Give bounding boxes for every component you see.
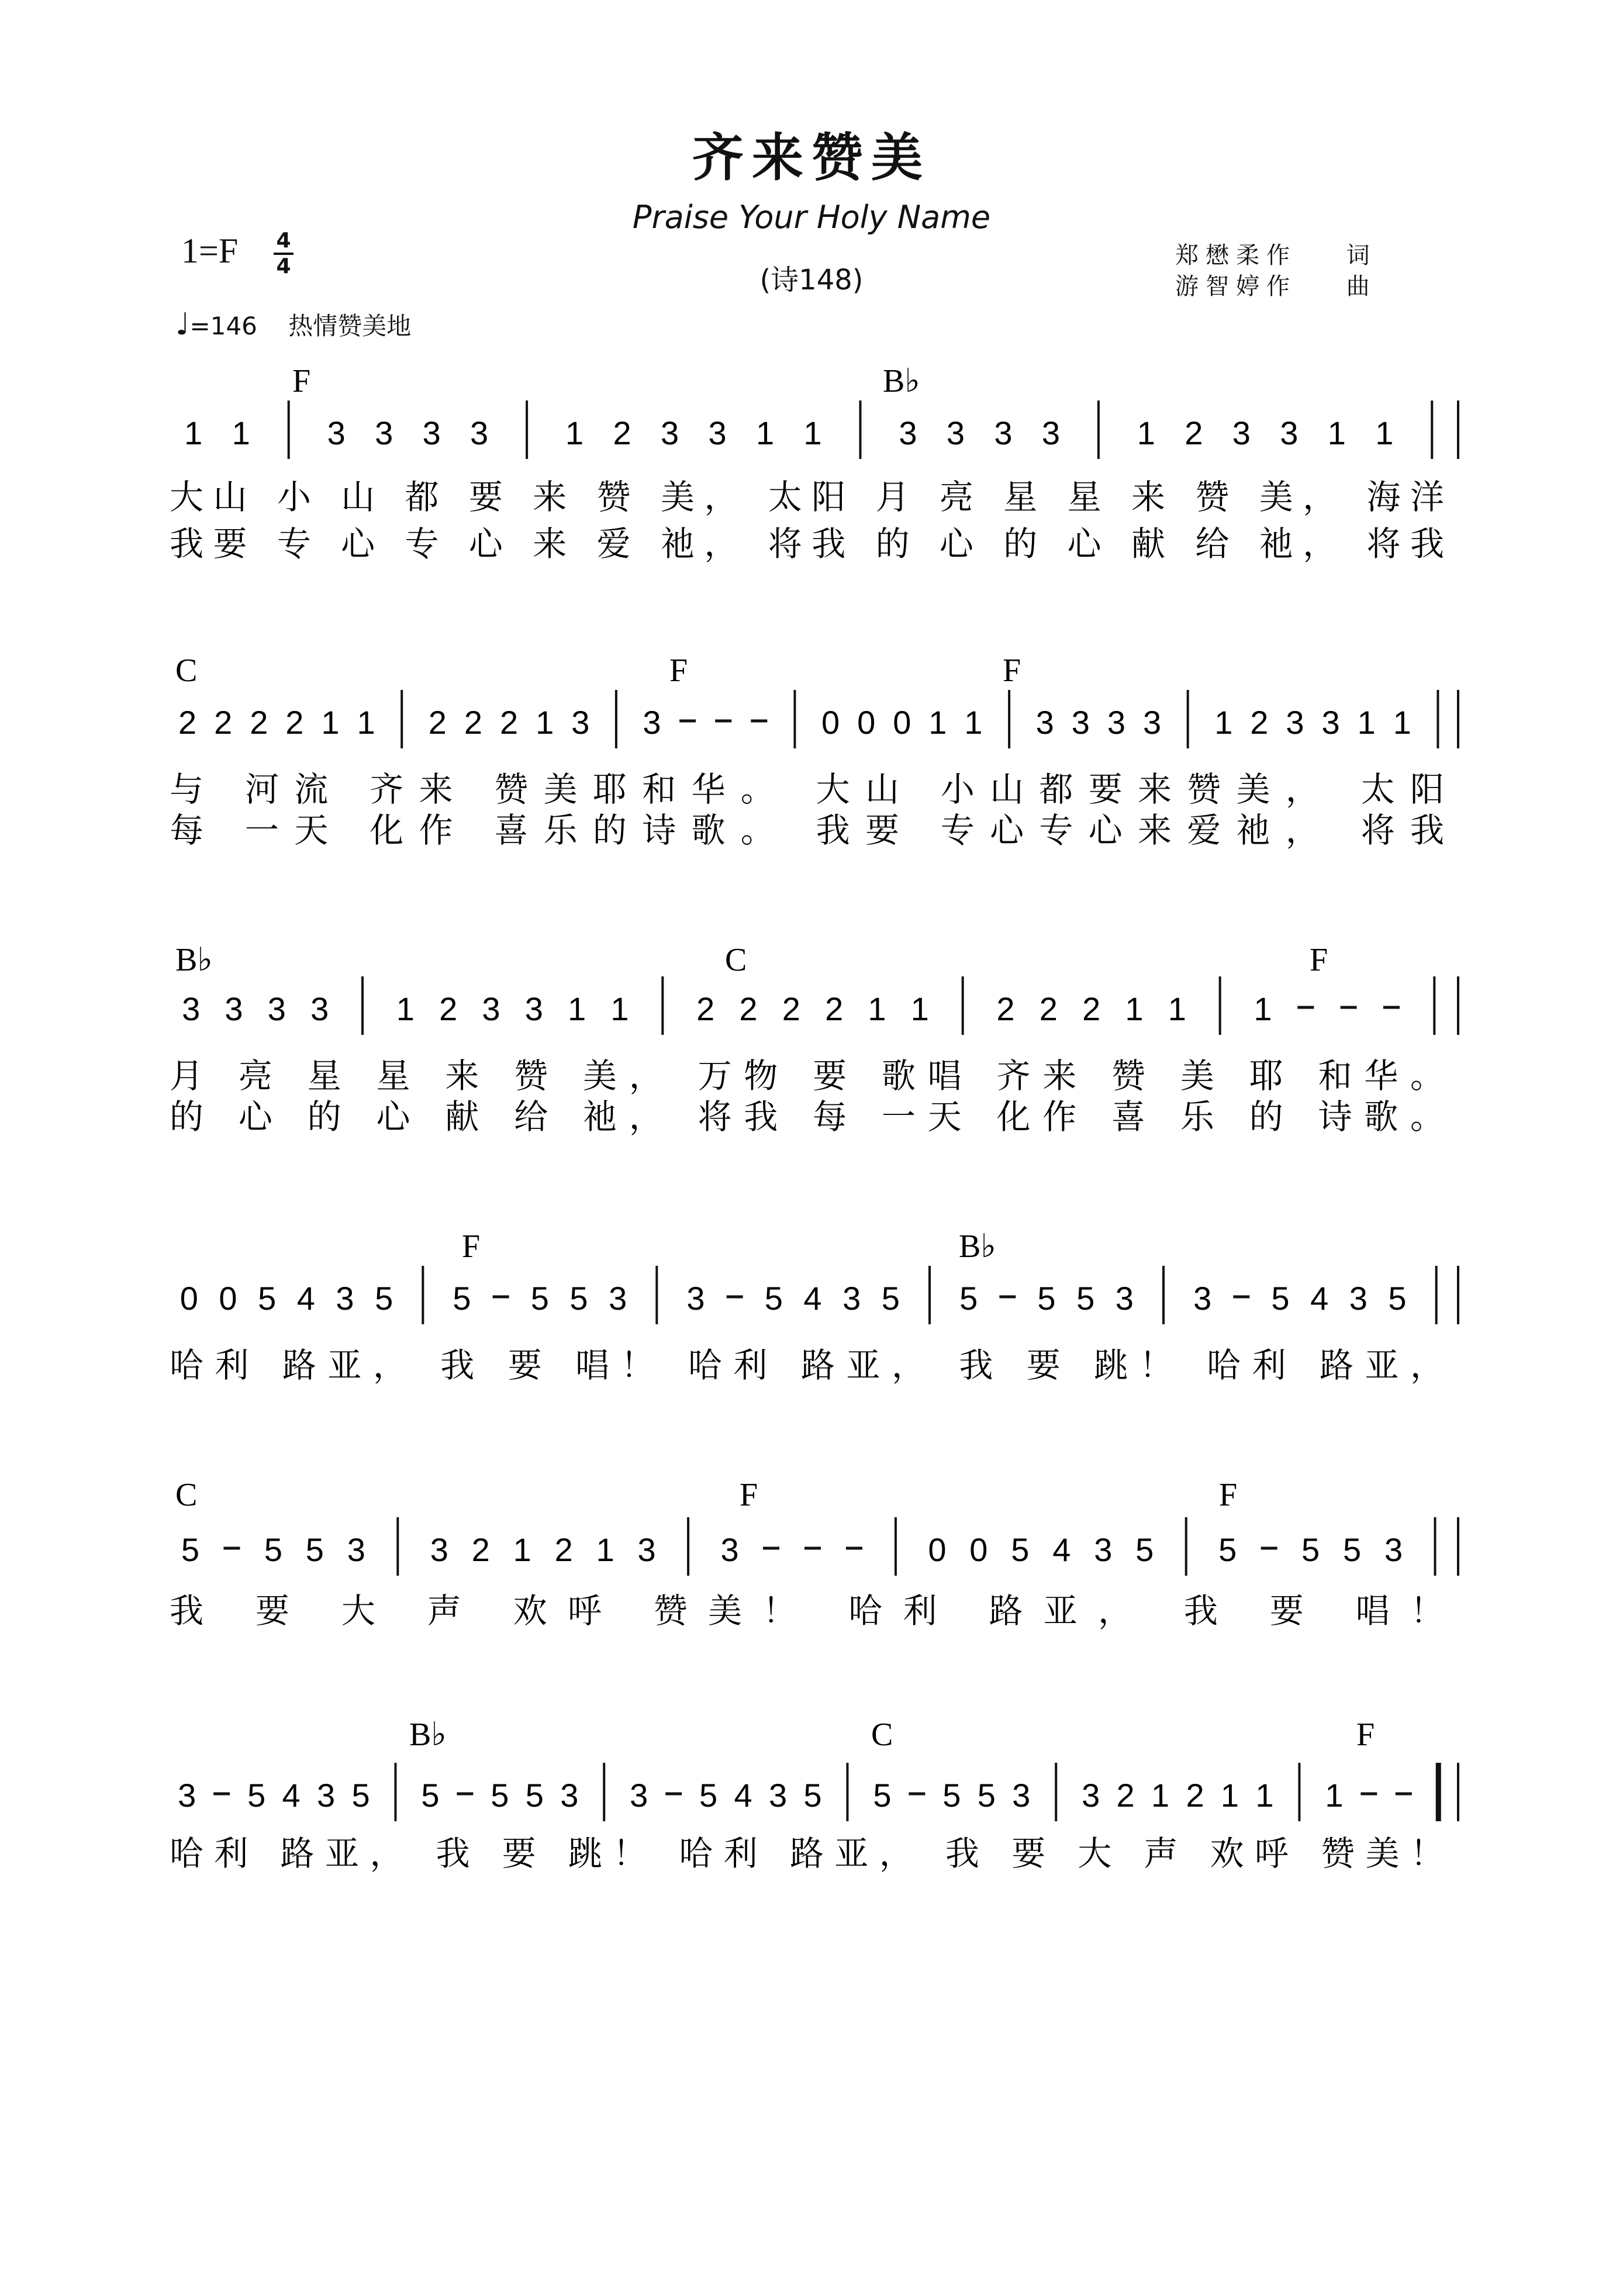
chord-symbol: C: [175, 652, 198, 689]
note-number: 3: [1082, 1777, 1100, 1814]
note-number: 3: [768, 1777, 788, 1814]
note-number: 2: [825, 990, 844, 1027]
time-signature-bottom: 4: [276, 254, 291, 278]
note-number: 2: [428, 704, 447, 741]
note-number: 0: [857, 704, 876, 741]
note-number: 4: [296, 1280, 315, 1317]
lyric-line: 我要 专 心 专 心 来 爱 祂， 将我 的 心 的 心 献 给 祂， 将我: [170, 524, 1444, 564]
lyric-line: 的 心 的 心 献 给 祂， 将我 每 一天 化作 喜 乐 的 诗歌。: [170, 1097, 1445, 1137]
note-number: 3: [1012, 1777, 1031, 1814]
note-number: 3: [316, 1777, 336, 1814]
note-number: 3: [1321, 704, 1340, 741]
note-number: 1: [803, 415, 822, 451]
chord-symbol: B♭: [959, 1228, 996, 1265]
note-number: 5: [264, 1531, 282, 1568]
note-number: 2: [554, 1531, 573, 1568]
chord-symbol: B♭: [409, 1717, 447, 1753]
note-number: 1: [184, 415, 203, 451]
tempo-value: =146: [189, 312, 257, 340]
note-number: 3: [1142, 704, 1162, 741]
note-number: 4: [734, 1777, 752, 1814]
note-number: 2: [696, 990, 715, 1027]
note-number: 3: [182, 990, 201, 1027]
note-number: 1: [610, 990, 629, 1027]
chord-symbol: F: [1003, 652, 1021, 689]
song-title: 齐来赞美: [692, 127, 931, 188]
note-number: 3: [422, 415, 441, 451]
note-number: 5: [1388, 1280, 1407, 1317]
note-number: 3: [482, 990, 500, 1027]
note-number: 1: [1327, 415, 1346, 451]
note-number: 5: [258, 1280, 277, 1317]
lyricist-name: 郑懋柔作: [1175, 242, 1297, 269]
note-number: 5: [530, 1280, 549, 1317]
chord-symbol: F: [1310, 942, 1328, 978]
note-number: 2: [1039, 990, 1058, 1027]
chord-symbol: C: [175, 1477, 198, 1513]
note-number: 1: [868, 990, 886, 1027]
note-number: 2: [464, 704, 483, 741]
note-number: 2: [613, 415, 631, 451]
note-number: 5: [351, 1777, 370, 1814]
note-number: 3: [430, 1531, 448, 1568]
note-number: 1: [755, 415, 775, 451]
note-number: 5: [1037, 1280, 1056, 1317]
note-number: 3: [470, 415, 489, 451]
note-number: 2: [285, 704, 304, 741]
note-number: 5: [491, 1777, 509, 1814]
note-number: 3: [560, 1777, 579, 1814]
note-number: 3: [1107, 704, 1126, 741]
note-number: 3: [637, 1531, 656, 1568]
note-number: 3: [1232, 415, 1251, 451]
note-number: 3: [1384, 1531, 1403, 1568]
note-number: 2: [250, 704, 268, 741]
note-number: 5: [1343, 1531, 1362, 1568]
chord-symbol: F: [740, 1477, 758, 1513]
note-number: 1: [596, 1531, 614, 1568]
key-signature: 1=F: [181, 232, 239, 270]
note-number: 1: [396, 990, 415, 1027]
note-number: 2: [782, 990, 800, 1027]
note-number: 5: [977, 1777, 996, 1814]
lyric-line: 哈利 路亚， 我 要 唱！ 哈利 路亚， 我 要 跳！ 哈利 路亚，: [170, 1345, 1444, 1385]
note-number: 1: [536, 704, 554, 741]
note-number: 2: [439, 990, 458, 1027]
note-number: 4: [1052, 1531, 1071, 1568]
note-number: 5: [803, 1777, 822, 1814]
quarter-note-icon: ♩: [175, 307, 190, 342]
note-number: 5: [699, 1777, 718, 1814]
note-number: 1: [565, 415, 584, 451]
note-number: 2: [1186, 1777, 1204, 1814]
note-number: 3: [1286, 704, 1304, 741]
note-number: 5: [1076, 1280, 1095, 1317]
note-number: 5: [1011, 1531, 1030, 1568]
note-number: 3: [1094, 1531, 1113, 1568]
note-number: 3: [946, 415, 965, 451]
note-number: 1: [1125, 990, 1144, 1027]
lyric-line: 与 河流 齐来 赞美耶和华。 大山 小山都要来赞美， 太阳: [170, 769, 1444, 809]
note-number: 1: [513, 1531, 531, 1568]
note-number: 5: [1271, 1280, 1290, 1317]
note-number: 5: [942, 1777, 961, 1814]
note-number: 5: [247, 1777, 266, 1814]
chord-symbol: F: [1219, 1477, 1238, 1513]
lyric-line: 哈利 路亚， 我 要 跳！ 哈利 路亚， 我 要 大 声 欢呼 赞美！: [170, 1834, 1445, 1873]
note-number: 1: [1168, 990, 1186, 1027]
note-number: 0: [969, 1531, 988, 1568]
note-number: 3: [609, 1280, 627, 1317]
lyric-line: 大山 小 山 都 要 来 赞 美， 太阳 月 亮 星 星 来 赞 美， 海洋: [170, 477, 1444, 517]
chord-symbol: F: [462, 1228, 481, 1265]
chord-symbol: C: [725, 942, 747, 978]
note-number: 0: [821, 704, 840, 741]
note-number: 1: [1151, 1777, 1170, 1814]
composer-name: 游智婷作: [1175, 273, 1297, 300]
composer-role: 曲: [1346, 273, 1377, 300]
note-number: 2: [1082, 990, 1101, 1027]
note-number: 5: [959, 1280, 978, 1317]
note-number: 2: [1250, 704, 1269, 741]
note-number: 5: [1135, 1531, 1154, 1568]
note-number: 1: [1357, 704, 1376, 741]
note-number: 3: [347, 1531, 365, 1568]
note-number: 1: [1253, 990, 1272, 1027]
song-subtitle: Praise Your Holy Name: [632, 199, 991, 236]
note-number: 1: [910, 990, 929, 1027]
note-number: 2: [471, 1531, 490, 1568]
note-number: 2: [996, 990, 1015, 1027]
lyricist-role: 词: [1346, 242, 1377, 269]
scripture-reference: (诗148): [759, 264, 864, 296]
chord-symbol: B♭: [175, 942, 213, 978]
note-number: 3: [720, 1531, 739, 1568]
note-number: 5: [525, 1777, 544, 1814]
note-number: 3: [686, 1280, 705, 1317]
note-number: 1: [321, 704, 340, 741]
note-number: 5: [881, 1280, 900, 1317]
note-number: 5: [305, 1531, 324, 1568]
note-number: 1: [1214, 704, 1233, 741]
note-number: 3: [708, 415, 727, 451]
note-number: 3: [524, 990, 543, 1027]
note-number: 3: [267, 990, 286, 1027]
note-number: 3: [899, 415, 917, 451]
note-number: 1: [1220, 1777, 1239, 1814]
note-number: 3: [225, 990, 243, 1027]
note-number: 2: [1185, 415, 1203, 451]
note-number: 3: [1041, 415, 1060, 451]
note-number: 3: [994, 415, 1013, 451]
chord-symbol: F: [1356, 1717, 1375, 1753]
note-number: 1: [232, 415, 250, 451]
note-number: 3: [375, 415, 393, 451]
note-number: 5: [569, 1280, 588, 1317]
time-signature-top: 4: [276, 229, 291, 253]
note-number: 1: [1325, 1777, 1344, 1814]
note-number: 3: [178, 1777, 196, 1814]
note-number: 3: [1115, 1280, 1134, 1317]
note-number: 4: [1310, 1280, 1329, 1317]
note-number: 3: [571, 704, 590, 741]
note-number: 3: [327, 415, 346, 451]
note-number: 1: [1255, 1777, 1274, 1814]
note-number: 1: [964, 704, 983, 741]
note-number: 5: [1218, 1531, 1237, 1568]
note-number: 5: [375, 1280, 393, 1317]
note-number: 3: [1071, 704, 1090, 741]
note-number: 2: [1116, 1777, 1135, 1814]
lyric-line: 月 亮 星 星 来 赞 美， 万物 要 歌唱 齐来 赞 美 耶 和华。: [170, 1056, 1445, 1096]
note-number: 4: [282, 1777, 301, 1814]
note-number: 5: [873, 1777, 892, 1814]
chord-symbol: F: [292, 363, 311, 399]
note-number: 3: [1035, 704, 1054, 741]
note-number: 5: [1301, 1531, 1320, 1568]
expression-marking: 热情赞美地: [288, 312, 412, 340]
chord-symbol: C: [871, 1717, 893, 1753]
note-number: 0: [893, 704, 911, 741]
note-number: 5: [453, 1280, 471, 1317]
note-number: 3: [660, 415, 679, 451]
note-number: 1: [928, 704, 947, 741]
note-number: 1: [1375, 415, 1394, 451]
note-number: 0: [219, 1280, 237, 1317]
note-number: 3: [630, 1777, 648, 1814]
note-number: 2: [739, 990, 758, 1027]
note-number: 3: [842, 1280, 861, 1317]
note-number: 5: [421, 1777, 440, 1814]
note-number: 2: [499, 704, 519, 741]
note-number: 1: [1137, 415, 1155, 451]
note-number: 3: [310, 990, 329, 1027]
note-number: 3: [1280, 415, 1299, 451]
note-number: 3: [336, 1280, 354, 1317]
note-number: 5: [181, 1531, 200, 1568]
lyric-line: 我 要 大 声 欢呼 赞美！ 哈利 路亚， 我 要 唱！: [170, 1591, 1445, 1631]
chord-symbol: B♭: [883, 363, 920, 399]
note-number: 2: [214, 704, 233, 741]
note-number: 0: [179, 1280, 198, 1317]
note-number: 3: [1349, 1280, 1368, 1317]
note-number: 1: [568, 990, 586, 1027]
note-number: 2: [178, 704, 197, 741]
note-number: 1: [357, 704, 375, 741]
note-number: 0: [928, 1531, 947, 1568]
note-number: 3: [643, 704, 661, 741]
note-number: 3: [1193, 1280, 1212, 1317]
note-number: 4: [803, 1280, 822, 1317]
note-number: 1: [1393, 704, 1411, 741]
lyric-line: 每 一天 化作 喜乐的诗歌。 我要 专心专心来爱祂， 将我: [170, 810, 1444, 850]
chord-symbol: F: [669, 652, 688, 689]
note-number: 5: [764, 1280, 783, 1317]
